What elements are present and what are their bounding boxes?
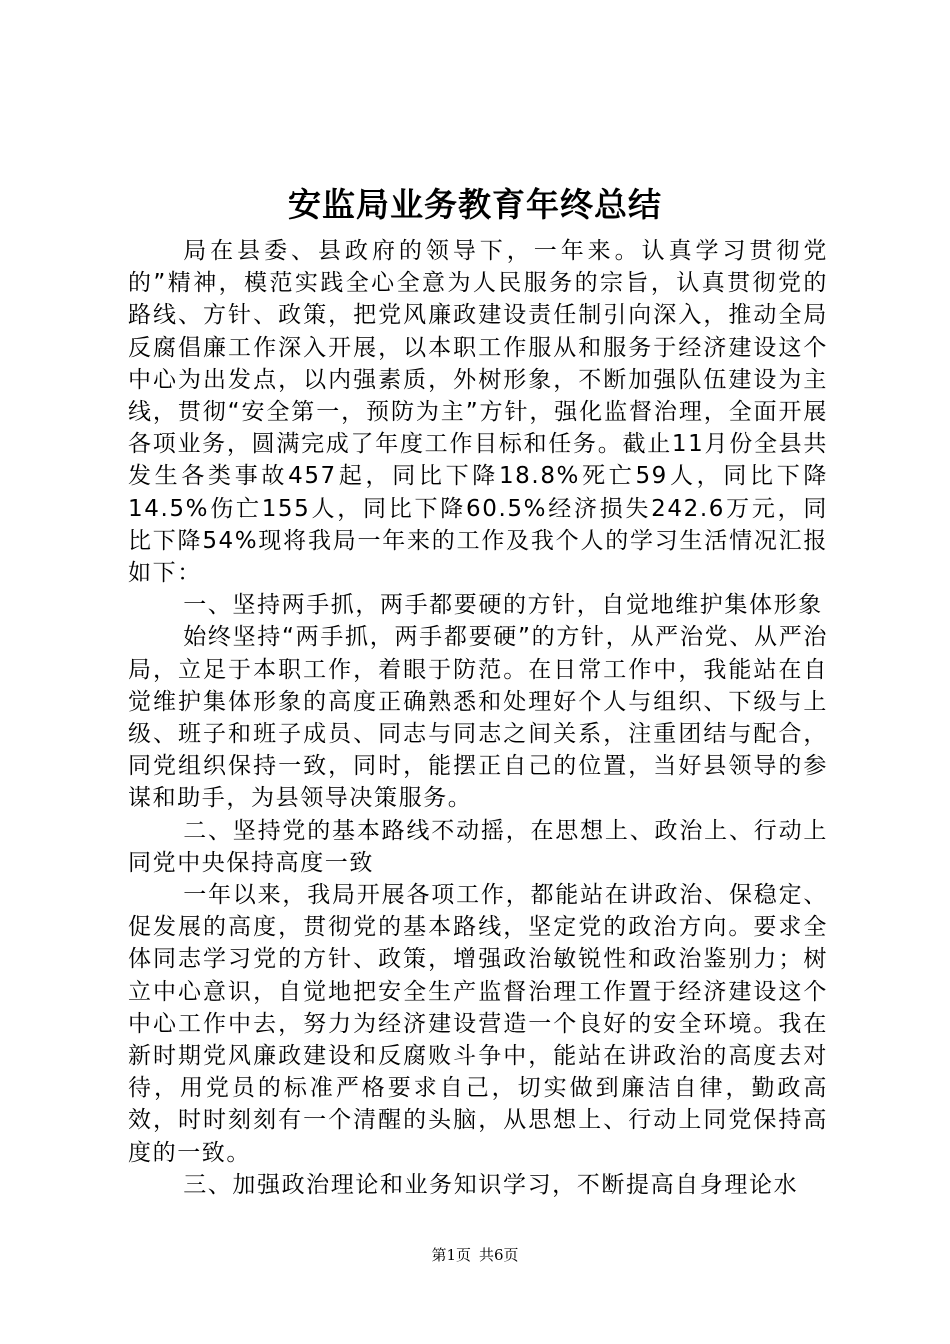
document-title: 安监局业务教育年终总结	[288, 185, 662, 224]
section-heading-2: 二、坚持党的基本路线不动摇，在思想上、政治上、行动上同党中央保持高度一致	[128, 817, 828, 876]
page-number-current: 第1页	[431, 1246, 471, 1264]
paragraph-intro: 局在县委、县政府的领导下，一年来。认真学习贯彻党的”精神，模范实践全心全意为人民服务的宗旨，认真贯彻党的路线、方针、政策，把党风廉政建设责任制引向深入，推动全局反腐倡廉工作深入开展，以本职工作服从和服务于经济建设这个中心为出发点，以内强素质，外树形象，不断加强队伍建设为主线，贯彻“安全第一，预防为主”方针，强化监督治理，全面开展各项业务，圆满完成了年度工作目标和任务。截止11月份全县共发生各类事故457起，同比下降18.8%死亡59人，同比下降14.5%伤亡155人，同比下降60.5%经济损失242.6万元，同比下降54%现将我局一年来的工作及我个人的学习生活情况汇报如下：	[128, 238, 828, 587]
page-number-total: 共6页	[479, 1246, 519, 1264]
section-heading-1: 一、坚持两手抓，两手都要硬的方针，自觉地维护集体形象	[183, 592, 823, 619]
paragraph-section-2: 一年以来，我局开展各项工作，都能站在讲政治、保稳定、促发展的高度，贯彻党的基本路线，坚定党的政治方向。要求全体同志学习党的方针、政策，增强政治敏锐性和政治鉴别力；树立中心意识，自觉地把安全生产监督治理工作置于经济建设这个中心工作中去，努力为经济建设营造一个良好的安全环境。我在新时期党风廉政建设和反腐败斗争中，能站在讲政治的高度去对待，用党员的标准严格要求自己，切实做到廉洁自律，勤政高效，时时刻刻有一个清醒的头脑，从思想上、行动上同党保持高度的一致。	[128, 882, 828, 1166]
paragraph-section-1: 始终坚持“两手抓，两手都要硬”的方针，从严治党、从严治局，立足于本职工作，着眼于防范。在日常工作中，我能站在自觉维护集体形象的高度正确熟悉和处理好个人与组织、下级与上级、班子和班子成员、同志与同志之间关系，注重团结与配合，同党组织保持一致，同时，能摆正自己的位置，当好县领导的参谋和助手，为县领导决策服务。	[128, 624, 828, 812]
document-body	[128, 235, 828, 1201]
section-heading-3: 三、加强政治理论和业务知识学习，不断提高自身理论水	[183, 1171, 799, 1198]
page-footer	[0, 1244, 950, 1266]
